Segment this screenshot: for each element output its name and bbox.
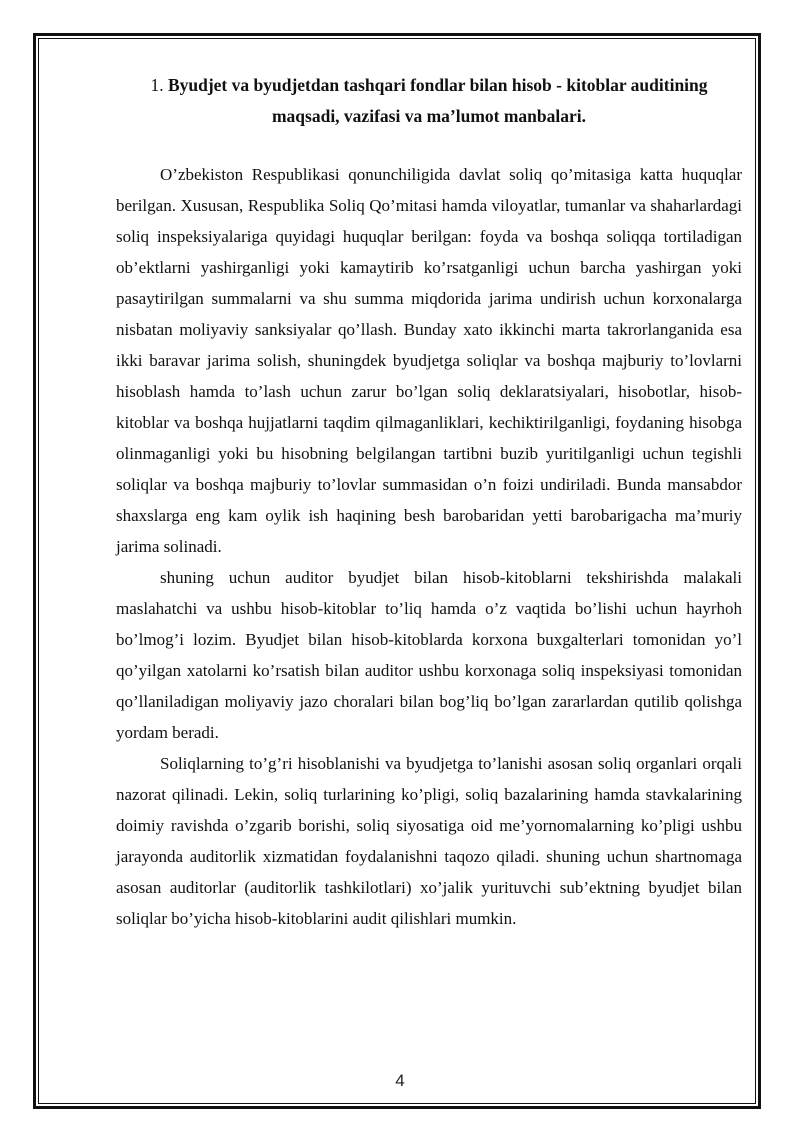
document-body (116, 70, 742, 934)
section-number: 1. (150, 75, 164, 95)
section-heading (116, 70, 742, 132)
paragraph-1: O’zbekiston Respublikasi qonunchiligida davlat soliq qo’mitasiga katta huquqlar berilgan. Xususan, Respublika Soliq Qo’mitasi hamda viloyatlar, tumanlar va shaharlardagi soliq inspeksiyalariga quyidagi huquqlar berilgan: foyda va boshqa soliqqa tortiladigan ob’ektlarni yashirganligi yoki kamaytirib ko’rsatganligi uchun barcha yashirgan yoki pasaytirilgan summalarni va shu summa miqdorida jarima undirish uchun korxonalarga nisbatan moliyaviy sanksiyalar qo’llash. Bunday xato ikkinchi marta takrorlanganida esa ikki baravar jarima solish, shuningdek byudjetga soliqlar va boshqa majburiy to’lovlarni hisoblash hamda to’lash uchun zarur bo’lgan soliq deklaratsiyalari, hisobotlar, hisob-kitoblar va boshqa hujjatlarni taqdim qilmaganliklari, kechiktirilganligi, foydaning hisobga olinmaganligi yoki bu hisobning belgilangan tartibni buzib yuritilganligi uchun tegishli soliqlar va boshqa majburiy to’lovlar summasidan o’n foizi undiriladi. Bunda mansabdor shaxslarga eng kam oylik ish haqining besh barobaridan yetti barobarigacha ma’muriy jarima solinadi. (116, 165, 742, 556)
paragraph-2: shuning uchun auditor byudjet bilan hisob-kitoblarni tekshirishda malakali maslahatchi va ushbu hisob-kitoblar to’liq hamda o’z vaqtida bo’lishi uchun hayrhoh bo’lmog’i lozim. Byudjet bilan hisob-kitoblarda korxona buxgalterlari tomonidan yo’l qo’yilgan xatolarni ko’rsatish bilan auditor ushbu korxonaga soliq inspeksiyasi tomonidan qo’llaniladigan moliyaviy jazo choralari bilan bog’liq bo’lgan zararlardan qutilib qolishga yordam beradi. (116, 568, 742, 742)
page-number: 4 (395, 1071, 405, 1090)
paragraph-3: Soliqlarning to’g’ri hisoblanishi va byudjetga to’lanishi asosan soliq organlari orqali nazorat qilinadi. Lekin, soliq turlarining ko’pligi, soliq bazalarining hamda stavkalarining doimiy ravishda o’zgarib borishi, soliq siyosatiga oid me’yornomalarning ko’pligi ushbu jarayonda auditorlik xizmatidan foydalanishni taqozo qiladi. shuning uchun shartnomaga asosan auditorlar (auditorlik tashkilotlari) xo’jalik yurituvchi sub’ektning byudjet bilan soliqlar bo’yicha hisob-kitoblarini audit qilishlari mumkin. (116, 754, 742, 928)
section-title: Byudjet va byudjetdan tashqari fondlar bilan hisob - kitoblar auditining maqsadi, vazifasi va ma’lumot manbalari. (167, 75, 708, 126)
